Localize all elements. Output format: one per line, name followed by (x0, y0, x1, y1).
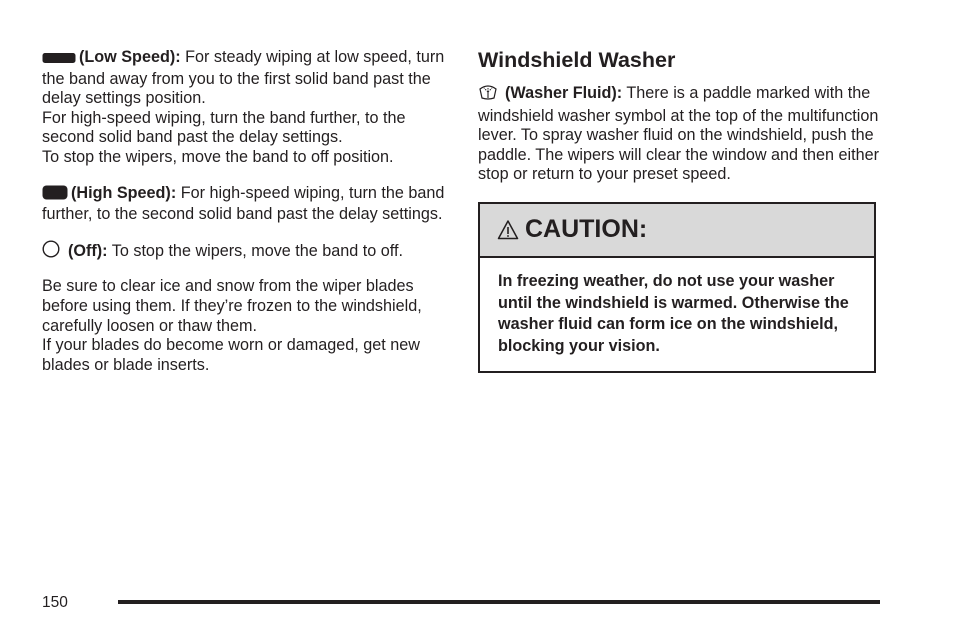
ice-paragraph: Be sure to clear ice and snow from the wiper blades before using them. If they’re frozen to the windshield, carefully loosen or thaw them. (42, 277, 422, 335)
caution-title: CAUTION: (525, 215, 648, 244)
low-speed-label: (Low Speed): (79, 48, 181, 66)
footer-rule (118, 600, 880, 604)
high-speed-label: (High Speed): (71, 183, 177, 202)
low-speed-line2: For high-speed wiping, turn the band further, to the second solid band past the delay settings. (42, 108, 406, 147)
caution-box (478, 202, 876, 373)
low-speed-line3: To stop the wipers, move the band to off position. (42, 147, 394, 166)
high-speed-text: For high-speed wiping, turn the band further, to the second solid band past the delay settings. (42, 183, 445, 224)
off-paragraph (42, 240, 452, 264)
washer-label: (Washer Fluid): (505, 84, 623, 102)
washer-fluid-icon (478, 83, 498, 107)
off-text: To stop the wipers, move the band to off. (107, 241, 403, 260)
high-speed-paragraph (42, 184, 452, 225)
page-number: 150 (42, 594, 68, 611)
section-heading: Windshield Washer (478, 48, 676, 72)
washer-text: There is a paddle marked with the windshield washer symbol at the top of the multifunction lever. To spray washer fluid on the windshield, push the paddle. The wipers will clear the window and then either stop or return to your preset speed. (478, 84, 880, 184)
low-speed-wiper-icon (42, 50, 76, 70)
off-circle-icon (42, 240, 60, 264)
washer-paragraph (478, 83, 880, 185)
caution-header (480, 204, 874, 258)
low-speed-text: For steady wiping at low speed, turn the band away from you to the first solid band past the delay settings position. (42, 48, 445, 108)
off-label: (Off): (68, 241, 108, 260)
left-column (42, 48, 452, 375)
caution-body: In freezing weather, do not use your washer until the windshield is warmed. Otherwise the washer fluid can form ice on the windshield, blocking your vision. (498, 271, 849, 355)
worn-blades-paragraph: If your blades do become worn or damaged, get new blades or blade inserts. (42, 336, 420, 374)
right-column (478, 48, 883, 373)
low-speed-paragraph (42, 48, 452, 109)
warning-triangle-icon (497, 219, 519, 241)
high-speed-wiper-icon (42, 185, 68, 206)
